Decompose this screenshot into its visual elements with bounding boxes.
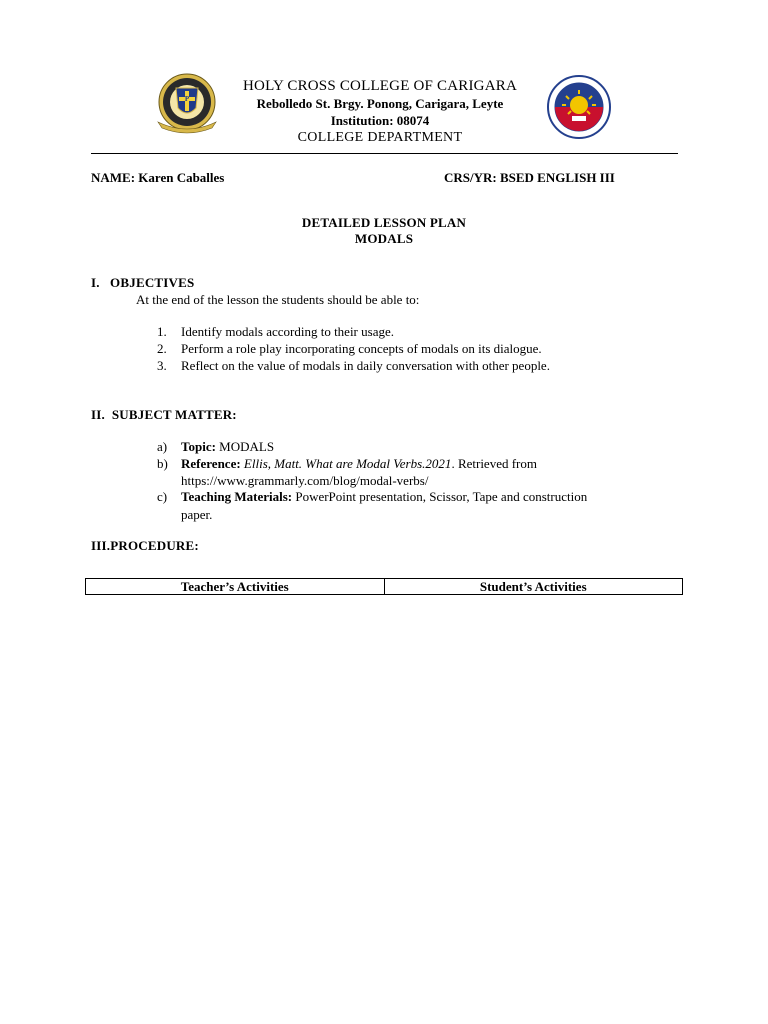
student-name: NAME: Karen Caballes bbox=[91, 170, 225, 185]
list-marker: b) bbox=[157, 456, 168, 471]
objectives-heading: I. OBJECTIVES bbox=[91, 275, 195, 290]
institution-name: HOLY CROSS COLLEGE OF CARIGARA bbox=[243, 78, 517, 94]
materials-value-cont: paper. bbox=[181, 507, 213, 522]
svg-text:P: P bbox=[184, 95, 190, 103]
table-header-row bbox=[86, 579, 683, 595]
list-marker: a) bbox=[157, 439, 168, 454]
objective-text: Perform a role play incorporating concepts of modals on its dialogue. bbox=[181, 341, 542, 356]
procedure-table bbox=[85, 578, 683, 595]
list-marker: c) bbox=[157, 489, 168, 504]
objectives-intro: At the end of the lesson the students should be able to: bbox=[136, 292, 420, 307]
institution-address: Rebolledo St. Brgy. Ponong, Carigara, Leyte bbox=[256, 96, 504, 111]
list-marker: 3. bbox=[157, 358, 167, 373]
department-name: COLLEGE DEPARTMENT bbox=[297, 130, 463, 145]
institution-id: Institution: 08074 bbox=[330, 113, 430, 128]
reference-citation: Ellis, Matt. What are Modal Verbs.2021 bbox=[240, 456, 452, 471]
reference-url: https://www.grammarly.com/blog/modal-verbs/ bbox=[181, 473, 429, 488]
objective-text: Identify modals according to their usage. bbox=[181, 324, 394, 339]
objective-text: Reflect on the value of modals in daily conversation with other people. bbox=[181, 358, 550, 373]
materials-label: Teaching Materials: bbox=[181, 489, 293, 504]
reference-retrieved: . Retrieved from bbox=[451, 456, 537, 471]
materials-value: PowerPoint presentation, Scissor, Tape and construction bbox=[292, 489, 588, 504]
topic-label: Topic: bbox=[181, 439, 216, 454]
document-title: DETAILED LESSON PLAN bbox=[301, 215, 467, 230]
subject-matter-heading: II. SUBJECT MATTER: bbox=[91, 407, 237, 422]
reference-label: Reference: bbox=[181, 456, 241, 471]
student-activities-header: Student’s Activities bbox=[384, 579, 683, 595]
list-marker: 1. bbox=[157, 324, 167, 339]
course-year: CRS/YR: BSED ENGLISH III bbox=[444, 170, 615, 185]
document-subtitle: MODALS bbox=[354, 231, 414, 246]
topic-value: MODALS bbox=[215, 439, 275, 454]
teacher-activities-header: Teacher’s Activities bbox=[86, 579, 385, 595]
procedure-heading: III.PROCEDURE: bbox=[91, 538, 199, 553]
institution-header bbox=[200, 78, 560, 146]
list-marker: 2. bbox=[157, 341, 167, 356]
header-divider bbox=[91, 153, 678, 154]
